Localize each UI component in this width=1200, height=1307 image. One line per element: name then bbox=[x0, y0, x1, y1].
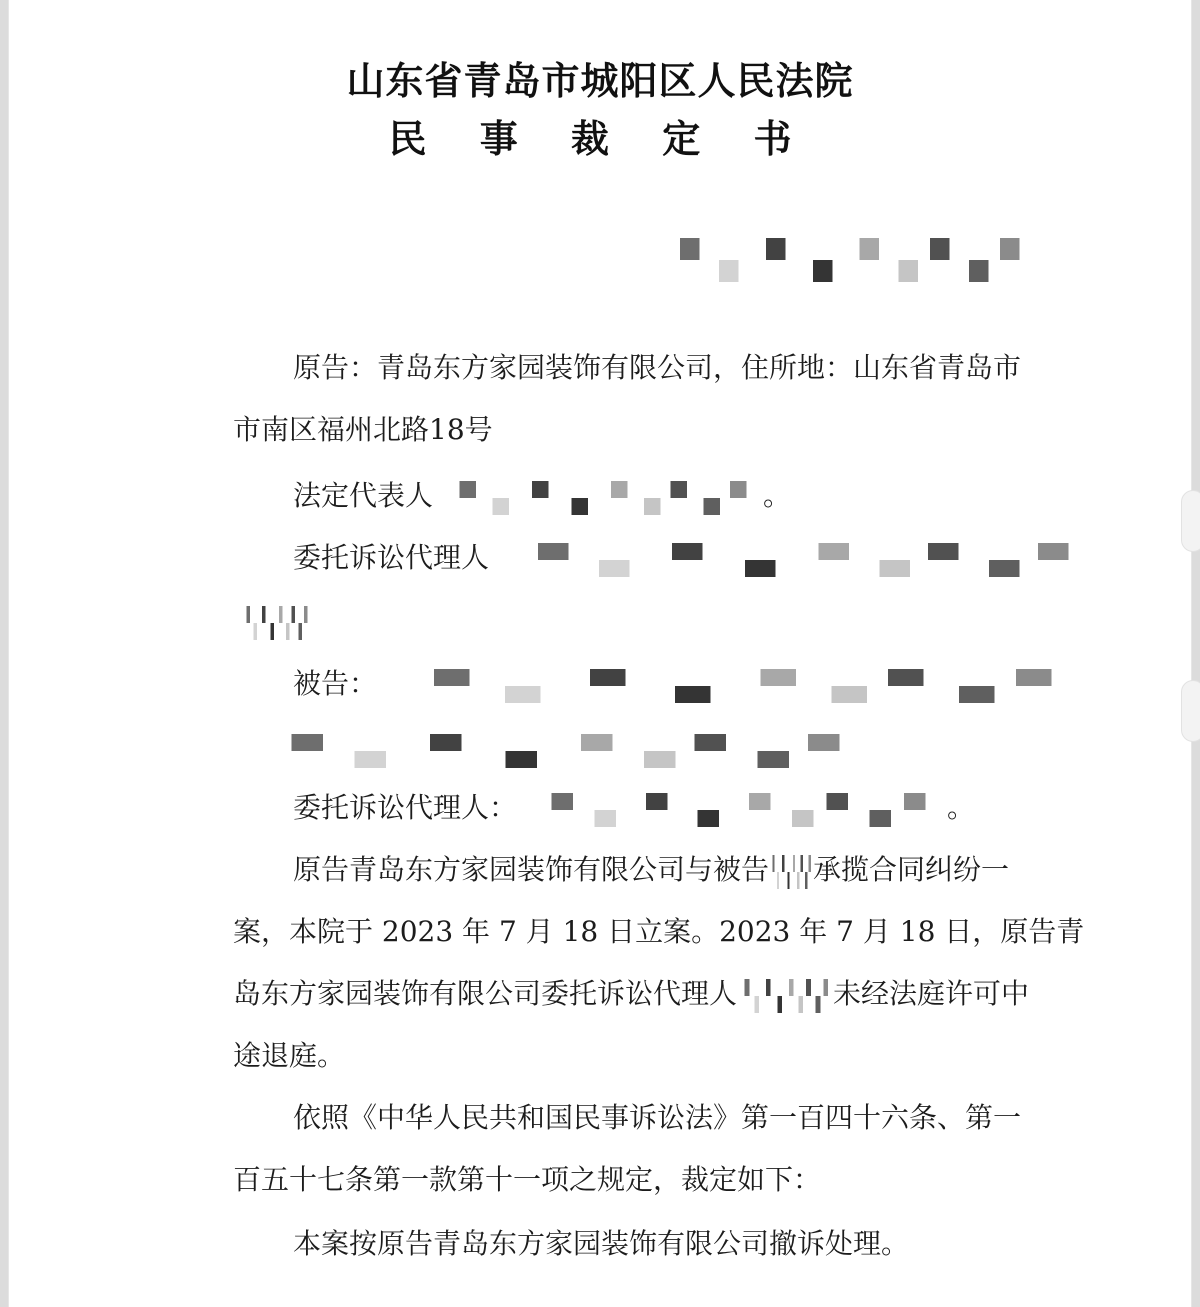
defendant-agent-label: 委托诉讼代理人： bbox=[293, 791, 518, 824]
defendant-agent-redacted bbox=[517, 793, 947, 827]
defendant-agent-tail: 。 bbox=[947, 791, 976, 824]
legal-rep-label: 法定代表人 bbox=[293, 479, 434, 512]
plaintiff-agent-line bbox=[293, 536, 1099, 577]
facts-line-1 bbox=[293, 848, 1009, 889]
ruling-text: 本案按原告青岛东方家园装饰有限公司撤诉处理。 bbox=[293, 1227, 910, 1260]
facts-line-4: 途退庭。 bbox=[233, 1039, 346, 1072]
defendant-redacted-continued bbox=[241, 734, 871, 768]
agent-name-redacted bbox=[737, 979, 833, 1013]
legal-basis-line-1: 依照《中华人民共和国民事诉讼法》第一百四十六条、第一 bbox=[293, 1101, 1022, 1134]
scroll-edge-tab[interactable] bbox=[1181, 680, 1200, 742]
defendant-label: 被告： bbox=[293, 667, 378, 700]
facts-line-3-text: 岛东方家园装饰有限公司委托诉讼代理人 bbox=[233, 977, 738, 1010]
legal-representative-line bbox=[293, 474, 791, 515]
defendant-redacted bbox=[377, 669, 1087, 703]
case-number-redacted bbox=[649, 238, 1039, 282]
plaintiff-line-2: 市南区福州北路18号 bbox=[233, 413, 493, 446]
legal-rep-tail: 。 bbox=[763, 479, 792, 512]
plaintiff-agent-redacted bbox=[489, 543, 1099, 577]
defendant-agent-line bbox=[293, 786, 975, 827]
plaintiff-agent-label: 委托诉讼代理人 bbox=[293, 541, 490, 574]
facts-line-3-text-end: 未经法庭许可中 bbox=[833, 977, 1030, 1010]
plaintiff-line-1: 原告：青岛东方家园装饰有限公司，住所地：山东省青岛市 bbox=[293, 351, 1022, 384]
court-name: 山东省青岛市城阳区人民法院 bbox=[346, 58, 854, 103]
defendant-name-redacted bbox=[769, 855, 813, 889]
plaintiff-agent-redacted-continued bbox=[241, 606, 311, 640]
defendant-line bbox=[293, 662, 1087, 703]
document-page bbox=[8, 0, 1192, 1307]
scroll-edge-tab[interactable] bbox=[1181, 490, 1200, 552]
legal-rep-redacted bbox=[433, 481, 763, 515]
facts-line-1-text-end: 承揽合同纠纷一 bbox=[813, 853, 1010, 886]
facts-line-3 bbox=[233, 972, 1029, 1013]
facts-line-1-text: 原告青岛东方家园装饰有限公司与被告 bbox=[293, 853, 770, 886]
legal-basis-line-2: 百五十七条第一款第十一项之规定，裁定如下： bbox=[233, 1163, 822, 1196]
facts-line-2: 案，本院于 2023 年 7 月 18 日立案。2023 年 7 月 18 日，原告青 bbox=[233, 915, 1085, 948]
document-type: 民 事 裁 定 书 bbox=[388, 116, 812, 161]
